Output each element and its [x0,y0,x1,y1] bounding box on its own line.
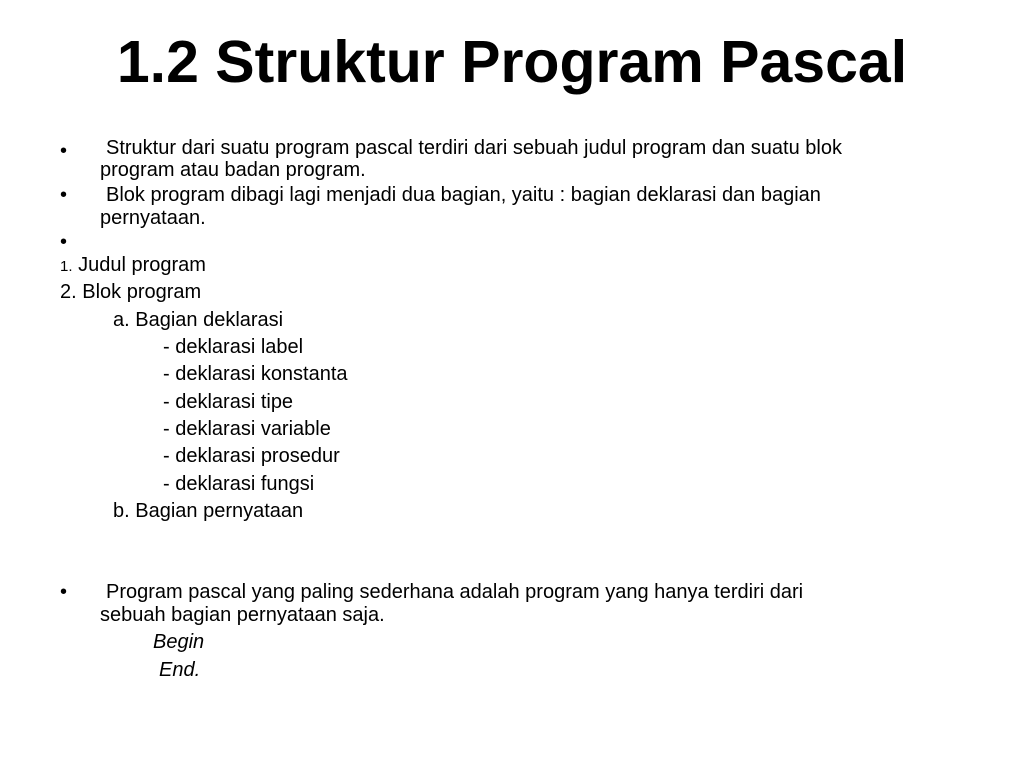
bullet-3-line-1: Program pascal yang paling sederhana adalah program yang hanya terdiri dari [106,581,804,603]
slide-title: 1.2 Struktur Program Pascal [116,29,908,95]
bullet-2-line-1: Blok program dibagi lagi menjadi dua bagian, yaitu : bagian deklarasi dan bagian [106,184,821,206]
code-end: End. [159,659,201,681]
outline-item-1-text: Judul program [72,254,206,276]
declaration-item: - deklarasi label [163,336,304,358]
outline-item-1-number: 1. [60,258,73,275]
bullet-marker: • [60,140,68,162]
outline-sub-b: b. Bagian pernyataan [113,500,304,522]
outline-item-2: 2. Blok program [60,281,202,303]
declaration-item: - deklarasi fungsi [163,473,315,495]
bullet-1-line-1: Struktur dari suatu program pascal terdiri dari sebuah judul program dan suatu blok [106,137,842,159]
bullet-marker: • [60,184,68,206]
declaration-item: - deklarasi prosedur [163,445,340,467]
bullet-2-line-2: pernyataan. [100,207,206,229]
bullet-marker-empty: • [60,231,68,253]
code-begin: Begin [153,631,205,653]
declaration-item: - deklarasi tipe [163,391,294,413]
declaration-item: - deklarasi variable [163,418,331,440]
bullet-1-line-2: program atau badan program. [100,159,366,181]
outline-sub-a: a. Bagian deklarasi [113,309,284,331]
outline-item-1 [60,254,206,278]
bullet-3-line-2: sebuah bagian pernyataan saja. [100,604,385,626]
bullet-marker: • [60,581,68,603]
declaration-item: - deklarasi konstanta [163,363,348,385]
